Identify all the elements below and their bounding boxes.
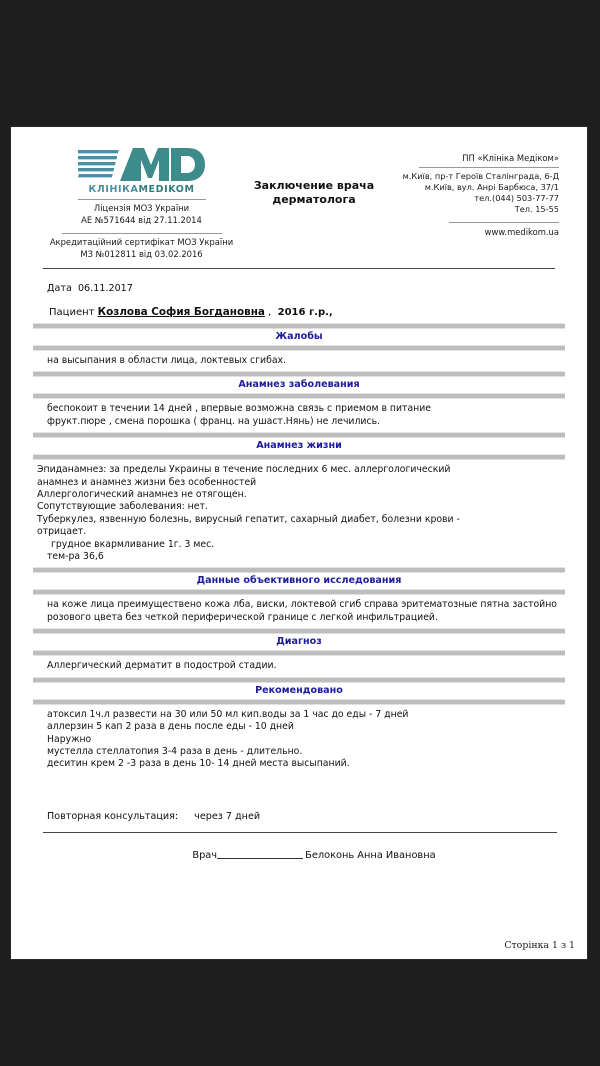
section-heading-objective-findings: Данные объективного исследования	[196, 575, 402, 587]
life-history-line-3: Аллергологический анамнез не отягощен.	[37, 489, 247, 501]
header-bottom-divider	[43, 268, 555, 269]
accreditation-line-1: Акредитаційний сертифікат МОЗ України	[49, 237, 234, 247]
license-divider	[78, 199, 206, 200]
life-history-line-1: Эпиданамнез: за пределы Украины в течение последних 6 мес. аллергологический	[37, 464, 451, 476]
license-line-2: АЕ №571644 від 27.11.2014	[81, 214, 202, 225]
section-heading-life-history: Анамнез жизни	[256, 440, 342, 452]
clinic-contact-block	[384, 141, 559, 260]
life-history-line-4: Сопутствующие заболевания: нет.	[37, 501, 208, 513]
life-history-line-8: тем-ра 36,6	[47, 551, 104, 563]
md-clinic-logo-icon	[78, 145, 206, 185]
recommendation-line-3: Наружно	[47, 733, 92, 745]
disease-history-line-1: беспокоит в течении 14 дней , впервые возможна связь с приемом в питание	[47, 403, 432, 415]
page-title-line-1: Заключение врача	[253, 179, 375, 192]
section-recommendations	[33, 677, 565, 775]
document-title-block	[244, 141, 384, 260]
section-heading-recommendations: Рекомендовано	[255, 684, 343, 696]
followup-row	[47, 811, 565, 822]
followup-value: через 7 дней	[194, 810, 261, 822]
logo-word-klinika: КЛІНІКА	[88, 184, 139, 195]
section-text-life-history	[33, 460, 565, 567]
page-title-line-2: дерматолога	[272, 193, 356, 206]
section-heading-diagnosis: Диагноз	[276, 636, 322, 648]
clinic-name: ПП «Клініка Медіком»	[462, 153, 559, 163]
logo-word-medikom: MEDIKOM	[138, 184, 195, 195]
visit-date-label: Дата	[47, 283, 72, 294]
document-header	[11, 127, 587, 260]
section-objective-findings	[33, 567, 565, 628]
section-heading-complaints: Жалобы	[275, 331, 323, 342]
diagnosis-line-1: Аллергический дерматит в подострой стадии.	[47, 660, 277, 672]
accreditation-divider	[62, 233, 222, 234]
document-page	[10, 126, 588, 960]
patient-birth-year: 2016 г.р.,	[277, 307, 333, 318]
signature-blank-line	[217, 849, 303, 859]
patient-comma: ,	[268, 307, 272, 318]
accreditation-line-2: МЗ №012811 від 03.02.2016	[80, 248, 203, 259]
patient-row	[49, 306, 565, 318]
clinic-phone-1: тел.(044) 503-77-77	[474, 193, 559, 203]
section-life-history	[33, 432, 565, 567]
section-complaints	[33, 323, 565, 371]
life-history-line-5: Туберкулез, язвенную болезнь, вирусный гепатит, сахарный диабет, болезни крови -	[37, 513, 460, 525]
clinic-address-2: м.Київ, вул. Анрі Барбюса, 37/1	[424, 182, 559, 192]
patient-name: Козлова София Богдановна	[97, 306, 265, 318]
objective-text: на коже лица преимуществено кожа лба, виски, локтевой сгиб справа эритематозные пятна застойно розового цвета без четкой периферической границе с легкой инфильтрацией.	[47, 599, 557, 623]
address-divider	[419, 167, 559, 168]
section-diagnosis	[33, 628, 565, 676]
section-heading-disease-history: Анамнез заболевания	[238, 379, 360, 391]
document-body	[11, 283, 587, 861]
page-number: Сторінка 1 з 1	[504, 940, 575, 951]
complaints-line-1: на высыпания в области лица, локтевых сгибах.	[47, 355, 286, 366]
clinic-address-1: м.Київ, пр-т Героїв Сталінграда, 6-Д	[402, 171, 559, 181]
section-text-objective-findings	[33, 595, 565, 628]
life-history-line-6: отрицает.	[37, 526, 87, 538]
recommendation-line-1: атоксил 1ч.л развести на 30 или 50 мл кип.воды за 1 час до еды - 7 дней	[47, 708, 409, 720]
section-text-diagnosis	[33, 656, 565, 676]
logo-wordmark	[39, 184, 244, 195]
doctor-name: Белоконь Анна Ивановна	[305, 849, 436, 861]
doctor-label: Врач	[192, 849, 218, 861]
clinic-website: www.medikom.ua	[484, 227, 559, 237]
visit-date-row	[47, 283, 565, 294]
clinic-phone-2: Тел. 15-55	[514, 204, 559, 214]
disease-history-line-2: фрукт.пюре , смена порошка ( франц. на ушаст.Нянь) не лечились.	[47, 415, 381, 427]
signature-row	[33, 849, 565, 861]
license-line-1: Ліцензія МОЗ України	[93, 203, 190, 213]
clinic-credentials-block	[39, 141, 244, 260]
patient-label: Пациент	[49, 307, 95, 318]
section-text-disease-history	[33, 399, 565, 432]
section-text-complaints	[33, 351, 565, 371]
website-divider	[449, 222, 559, 223]
signature-divider	[43, 832, 557, 833]
recommendation-line-5: деситин крем 2 -3 раза в день 10- 14 дней места высыпаний.	[47, 758, 350, 770]
life-history-line-2: анамнез и анамнез жизни без особенностей	[37, 476, 257, 488]
recommendation-line-4: мустелла стеллатопия 3-4 раза в день - длительно.	[47, 745, 303, 757]
section-text-recommendations	[33, 705, 565, 775]
visit-date-value: 06.11.2017	[77, 283, 133, 294]
recommendation-line-2: аллерзин 5 кап 2 раза в день после еды - 10 дней	[47, 721, 294, 733]
followup-label: Повторная консультация:	[47, 810, 179, 822]
section-disease-history	[33, 371, 565, 432]
life-history-line-7: грудное вкармливание 1г. 3 мес.	[51, 538, 215, 550]
